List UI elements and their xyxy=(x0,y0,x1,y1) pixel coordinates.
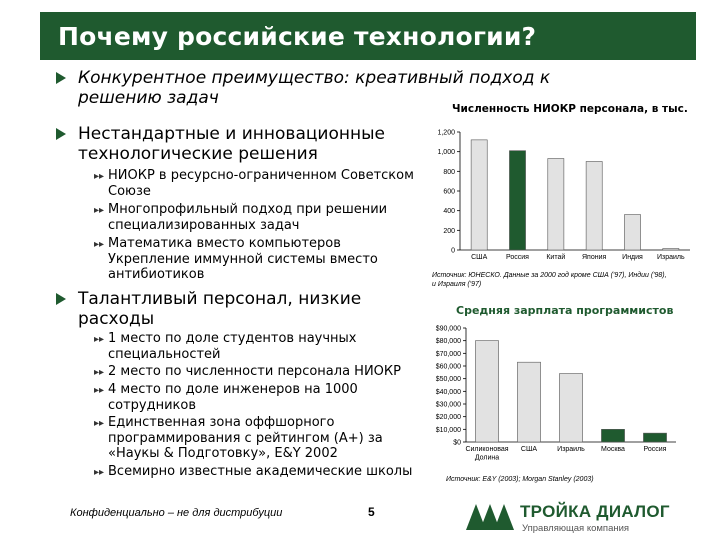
x-tick-label: Израиль xyxy=(656,254,685,261)
chart-1-title: Численность НИОКР персонала, в тыс. xyxy=(452,103,688,115)
bullet-3-line1: Талантливый персонал, низкие xyxy=(78,289,362,309)
bullet-small-arrow-icon: ▸▸ xyxy=(94,385,105,396)
y-tick-label: $40,000 xyxy=(435,388,461,396)
x-tick-label: Япония xyxy=(582,254,607,261)
bullet-1-line1: Конкурентное преимущество: креативный подход к xyxy=(78,68,551,88)
x-tick-label: Москва xyxy=(601,446,625,453)
x-tick-label: Россия xyxy=(643,446,667,453)
y-tick-label: 0 xyxy=(451,247,455,255)
x-tick-label: Китай xyxy=(546,254,566,261)
sub-item-2-2: ▸▸ 2 место по численности персонала НИОКР xyxy=(94,364,401,379)
bullet-2-line2: технологические решения xyxy=(78,144,318,164)
bar-1 xyxy=(509,151,525,250)
logo-subtext: Управляющая компания xyxy=(522,523,630,534)
bullet-3-line2: расходы xyxy=(78,309,155,329)
sub-item-1-2: ▸▸ Многопрофильный подход при решении специализированных задач xyxy=(94,202,388,233)
bullet-1 xyxy=(78,68,550,108)
header-bar xyxy=(40,12,696,60)
bullet-3 xyxy=(78,289,361,329)
chart-2-source: Источник: E&Y (2003); Morgan Stanley (2003) xyxy=(446,476,594,483)
y-tick-label: 600 xyxy=(443,188,455,196)
logo-text: ТРОЙКА ДИАЛОГ xyxy=(520,502,670,521)
y-tick-label: 200 xyxy=(443,227,455,235)
x-tick-label: Силиконовая xyxy=(465,446,509,453)
bar-2 xyxy=(548,159,564,250)
bar-4 xyxy=(643,433,666,442)
y-tick-label: 800 xyxy=(443,168,455,176)
bullet-small-arrow-icon: ▸▸ xyxy=(94,334,105,345)
bullet-small-arrow-icon: ▸▸ xyxy=(94,367,105,378)
y-tick-label: 1,000 xyxy=(437,149,455,157)
bar-1 xyxy=(517,362,540,442)
page-number: 5 xyxy=(368,505,375,519)
bullet-small-arrow-icon: ▸▸ xyxy=(94,171,105,182)
company-logo xyxy=(466,500,706,536)
x-tick-label: Израиль xyxy=(557,446,585,453)
bullet-arrow-icon xyxy=(56,128,66,140)
bullet-small-arrow-icon: ▸▸ xyxy=(94,418,105,429)
bullet-small-arrow-icon: ▸▸ xyxy=(94,205,105,216)
x-tick-label: Россия xyxy=(506,254,529,261)
chart-1-source: Источник: ЮНЕСКО. Данные за 2000 год кроме США ('97), Индии ('98), и Израиля ('97) xyxy=(432,272,667,288)
y-tick-label: $60,000 xyxy=(435,363,461,371)
confidential-note: Конфиденциально – не для дистрибуции xyxy=(70,507,283,519)
y-tick-label: $0 xyxy=(453,439,461,447)
sub-item-2-4: ▸▸ Единственная зона оффшорного программирования с рейтингом (A+) за «Наукы & Подготовку», E&Y 2002 xyxy=(94,415,383,461)
chart-2-title: Средняя зарплата программистов xyxy=(456,304,674,317)
x-tick-label: Индия xyxy=(622,254,643,261)
sub-item-2-3: ▸▸ 4 место по доле инженеров на 1000 сотрудников xyxy=(94,382,358,413)
x-tick-label: США xyxy=(520,446,538,453)
bullet-2-line1: Нестандартные и инновационные xyxy=(78,124,385,144)
y-tick-label: $80,000 xyxy=(435,338,461,346)
bar-2 xyxy=(559,374,582,442)
y-tick-label: 400 xyxy=(443,208,455,216)
chart-2-programmer-salary xyxy=(420,320,710,470)
bar-3 xyxy=(586,162,602,251)
bullet-2 xyxy=(78,124,385,164)
y-tick-label: $90,000 xyxy=(435,325,461,333)
y-tick-label: $10,000 xyxy=(435,426,461,434)
x-tick-label: США xyxy=(471,254,488,261)
bar-5 xyxy=(663,249,679,250)
y-tick-label: $20,000 xyxy=(435,414,461,422)
sub-item-1-1: ▸▸ НИОКР в ресурсно-ограниченном Советском Союзе xyxy=(94,168,414,199)
bullet-small-arrow-icon: ▸▸ xyxy=(94,239,105,250)
bar-4 xyxy=(624,215,640,250)
bullet-arrow-icon xyxy=(56,72,66,84)
logo-mark-icon xyxy=(466,502,516,532)
bar-0 xyxy=(471,140,487,250)
bar-3 xyxy=(601,429,624,442)
x-tick-label: Долина xyxy=(474,454,500,462)
bullet-arrow-icon xyxy=(56,293,66,305)
bar-0 xyxy=(475,341,498,442)
bullet-small-arrow-icon: ▸▸ xyxy=(94,467,105,478)
sub-item-1-3: ▸▸ Математика вместо компьютеров Укрепление иммунной системы вместо антибиотиков xyxy=(94,236,378,282)
y-tick-label: $50,000 xyxy=(435,376,461,384)
y-tick-label: $30,000 xyxy=(435,401,461,409)
sub-item-2-1: ▸▸ 1 место по доле студентов научных специальностей xyxy=(94,331,357,362)
chart-1-rnd-personnel xyxy=(420,118,710,268)
y-tick-label: 1,200 xyxy=(437,129,455,137)
y-tick-label: $70,000 xyxy=(435,350,461,358)
page-title: Почему российские технологии? xyxy=(58,22,537,51)
sub-item-2-5: ▸▸ Всемирно известные академические школы xyxy=(94,464,413,479)
bullet-1-line2: решению задач xyxy=(78,88,219,108)
